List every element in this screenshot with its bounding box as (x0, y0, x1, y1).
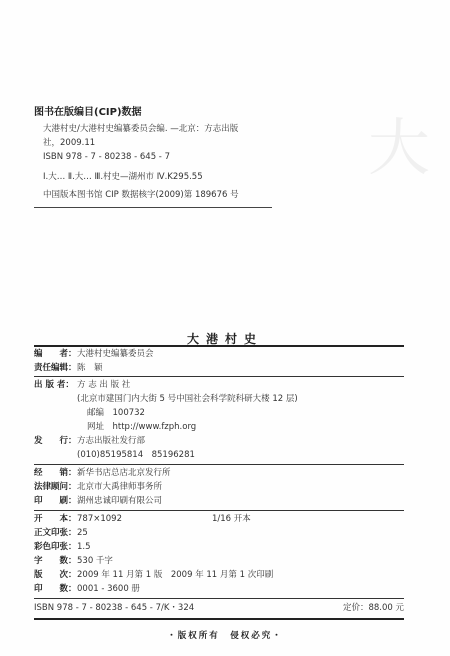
edition-row (34, 568, 404, 582)
lawyer-row (34, 480, 404, 494)
chief-editor-label: 责任编辑： (34, 363, 77, 373)
divider (34, 376, 404, 377)
printer-label: 印 刷： (34, 496, 77, 506)
sheets-value: 25 (77, 528, 88, 538)
distribution-label: 发 行： (34, 436, 77, 446)
show-through-glyph: 大 (368, 111, 431, 184)
cip-line-3: ISBN 978 - 7 - 80238 - 645 - 7 (43, 152, 170, 162)
lawyer-value: 北京市大禹律师事务所 (77, 482, 163, 492)
words-label: 字 数： (34, 556, 77, 566)
words-value: 530 千字 (77, 556, 113, 566)
sheets-label: 正文印张： (34, 528, 77, 538)
publisher-website: 网址 http://www.fzph.org (87, 422, 197, 432)
publisher-postcode: 邮编 100732 (87, 408, 145, 418)
printer-row (34, 494, 404, 508)
cip-line-2: 社，2009.11 (43, 138, 96, 148)
rights-notice: ・版权所有 侵权必究・ (167, 631, 283, 641)
copies-value: 0001 - 3600 册 (77, 584, 140, 594)
editor-value: 大港村史编纂委员会 (77, 349, 154, 359)
publisher-row (34, 378, 404, 392)
distribution-dept: 方志出版社发行部 (77, 436, 146, 446)
dealer-row (34, 466, 404, 480)
editor-label: 编 者： (34, 349, 77, 359)
cip-line-4: Ⅰ.大… Ⅱ.大… Ⅲ.村史—湖州市 Ⅳ.K295.55 (43, 172, 203, 182)
color-sheets-row (34, 540, 404, 554)
cip-line-5: 中国版本图书馆 CIP 数据核字(2009)第 189676 号 (43, 190, 239, 200)
divider (34, 510, 404, 511)
sheets-row (34, 526, 404, 540)
publisher-address-row (34, 392, 404, 406)
cip-line-1: 大港村史/大港村史编纂委员会编. —北京：方志出版 (43, 124, 239, 134)
publisher-address: (北京市建国门内大街 5 号中国社会科学院科研大楼 12 层) (77, 394, 298, 404)
format-value: 787×1092 (77, 514, 122, 524)
color-sheets-value: 1.5 (77, 542, 91, 552)
website-row (34, 420, 404, 434)
cip-divider (34, 207, 272, 208)
printer-value: 湖州忠诚印刷有限公司 (77, 496, 163, 506)
postcode-row (34, 406, 404, 420)
phone-row (34, 448, 404, 462)
isbn-number: ISBN 978 - 7 - 80238 - 645 - 7/K・324 (34, 603, 195, 613)
dealer-value: 新华书店总店北京发行所 (77, 468, 171, 478)
lawyer-label: 法律顾问： (34, 482, 77, 492)
cip-heading: 图书在版编目(CIP)数据 (34, 107, 142, 118)
publisher-label: 出 版 者： (34, 380, 74, 390)
dealer-label: 经 销： (34, 468, 77, 478)
edition-value: 2009 年 11 月第 1 版 2009 年 11 月第 1 次印刷 (77, 570, 274, 580)
format-label: 开 本： (34, 514, 77, 524)
chief-editor-row (34, 361, 404, 375)
format-row (34, 512, 404, 526)
format-size: 1/16 开本 (212, 514, 251, 524)
words-row (34, 554, 404, 568)
divider (34, 598, 404, 599)
color-sheets-label: 彩色印张： (34, 542, 77, 552)
chief-editor-value: 陈 颖 (77, 363, 103, 373)
edition-label: 版 次： (34, 570, 77, 580)
bottom-rule (34, 618, 404, 620)
divider (34, 464, 404, 465)
copies-row (34, 582, 404, 596)
distribution-phone: (010)85195814 85196281 (77, 450, 195, 460)
publisher-name: 方 志 出 版 社 (77, 380, 131, 390)
isbn-price-row (34, 601, 404, 615)
copies-label: 印 数： (34, 584, 77, 594)
price: 定价：88.00 元 (342, 603, 404, 613)
book-title: 大港村史 (186, 332, 263, 346)
distribution-row (34, 434, 404, 448)
editor-row (34, 347, 404, 361)
